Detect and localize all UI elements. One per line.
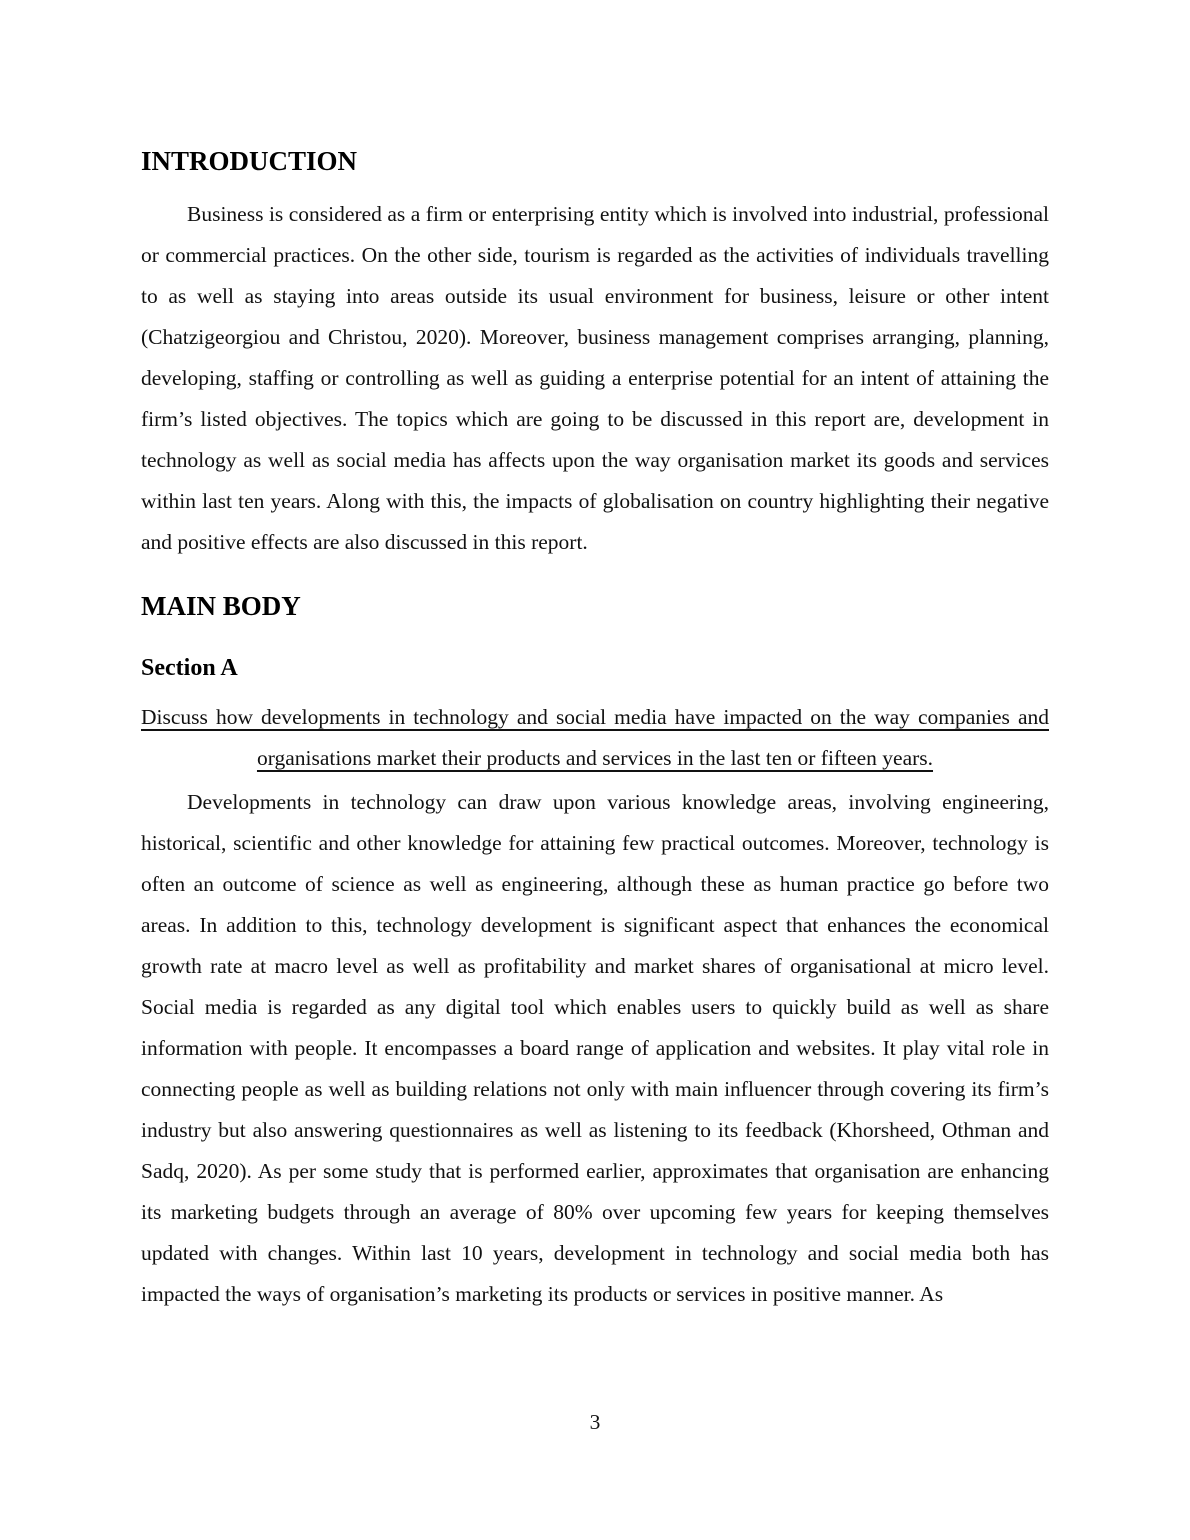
page-number: 3	[589, 1410, 601, 1434]
heading-main-body: MAIN BODY	[141, 591, 301, 621]
document-content	[141, 146, 1049, 1315]
paragraph-section-a: Developments in technology can draw upon various knowledge areas, involving engineering, historical, scientific and other knowledge for attaining few practical outcomes. Moreover, technology is often an outcome of science as well as engineering, although these as human practice go before two areas. In addition to this, technology development is significant aspect that enhances the economical growth rate at macro level as well as profitability and market shares of organisational at micro level. Social media is regarded as any digital tool which enables users to quickly build as well as share information with people. It encompasses a board range of application and websites. It play vital role in connecting people as well as building relations not only with main influencer through covering its firm’s industry but also answering questionnaires as well as listening to its feedback (Khorsheed, Othman and Sadq, 2020). As per some study that is performed earlier, approximates that organisation are enhancing its marketing budgets through an average of 80% over upcoming few years for keeping themselves updated with changes. Within last 10 years, development in technology and social media both has impacted the ways of organisation’s marketing its products or services in positive manner. As	[141, 790, 1049, 1306]
section-a-question-heading: Discuss how developments in technology and social media have impacted on the way companies and organisations market their products and services in the last ten or fifteen years.	[141, 705, 1049, 770]
heading-introduction: INTRODUCTION	[141, 146, 358, 176]
heading-section-a: Section A	[141, 655, 238, 681]
paragraph-introduction: Business is considered as a firm or enterprising entity which is involved into industrial, professional or commercial practices. On the other side, tourism is regarded as the activities of individuals travelling to as well as staying into areas outside its usual environment for business, leisure or other intent (Chatzigeorgiou and Christou, 2020). Moreover, business management comprises arranging, planning, developing, staffing or controlling as well as guiding a enterprise potential for an intent of attaining the firm’s listed objectives. The topics which are going to be discussed in this report are, development in technology as well as social media has affects upon the way organisation market its goods and services within last ten years. Along with this, the impacts of globalisation on country highlighting their negative and positive effects are also discussed in this report.	[141, 202, 1049, 554]
